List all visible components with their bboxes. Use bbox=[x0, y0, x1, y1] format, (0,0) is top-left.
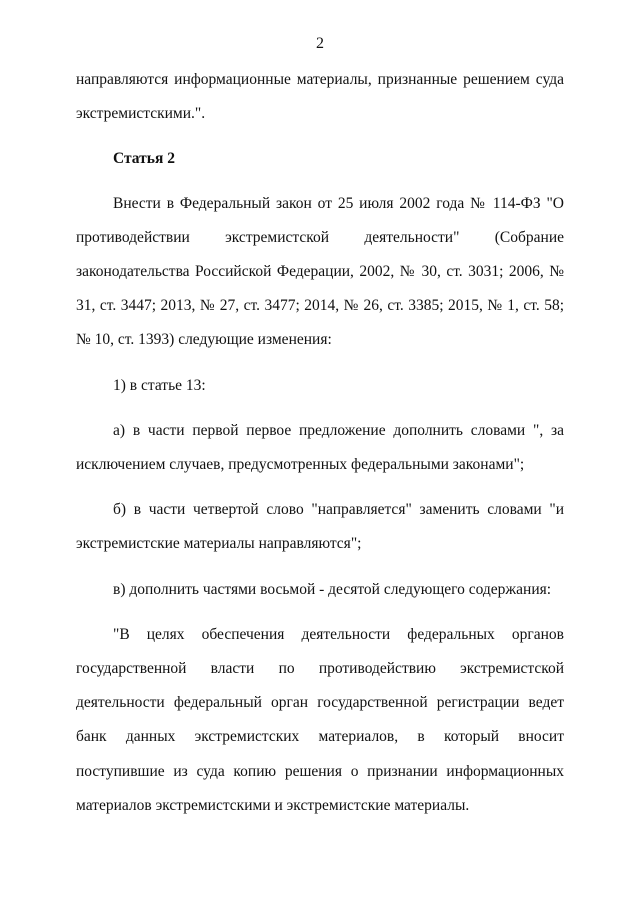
paragraph-amendment-intro: Внести в Федеральный закон от 25 июля 2002 года № 114-ФЗ "О противодействии экстремистской деятельности" (Собрание законодательства Российской Федерации, 2002, № 30, ст. 3031; 2006, № 31, ст. 3447; 2013, № 27, ст. 3477; 2014, № 26, ст. 3385; 2015, № 1, ст. 58; № 10, ст. 1393) следующие изменения: bbox=[76, 194, 564, 349]
paragraph-continuation: направляются информационные материалы, признанные решением суда экстремистскими.". bbox=[76, 71, 564, 123]
paragraph-quoted-text: "В целях обеспечения деятельности федеральных органов государственной власти по противодействию экстремистской деятельности федеральный орган государственной регистрации ведет банк данных экстремистских материалов, в который вносит поступившие из суда копию решения о признании информационных материалов экстремистскими и экстремистские материалы. bbox=[76, 625, 564, 814]
page-number: 2 bbox=[316, 35, 324, 52]
paragraph-item-v: в) дополнить частями восьмой - десятой следующего содержания: bbox=[113, 580, 552, 598]
paragraph-item-b: б) в части четвертой слово "направляется" заменить словами "и экстремистские материалы направляются"; bbox=[76, 501, 564, 553]
document-body bbox=[76, 63, 564, 823]
paragraph-item-1: 1) в статье 13: bbox=[113, 376, 206, 394]
article-heading: Статья 2 bbox=[113, 150, 175, 168]
paragraph-item-a: а) в части первой первое предложение дополнить словами ", за исключением случаев, предусмотренных федеральными законами"; bbox=[76, 421, 564, 474]
